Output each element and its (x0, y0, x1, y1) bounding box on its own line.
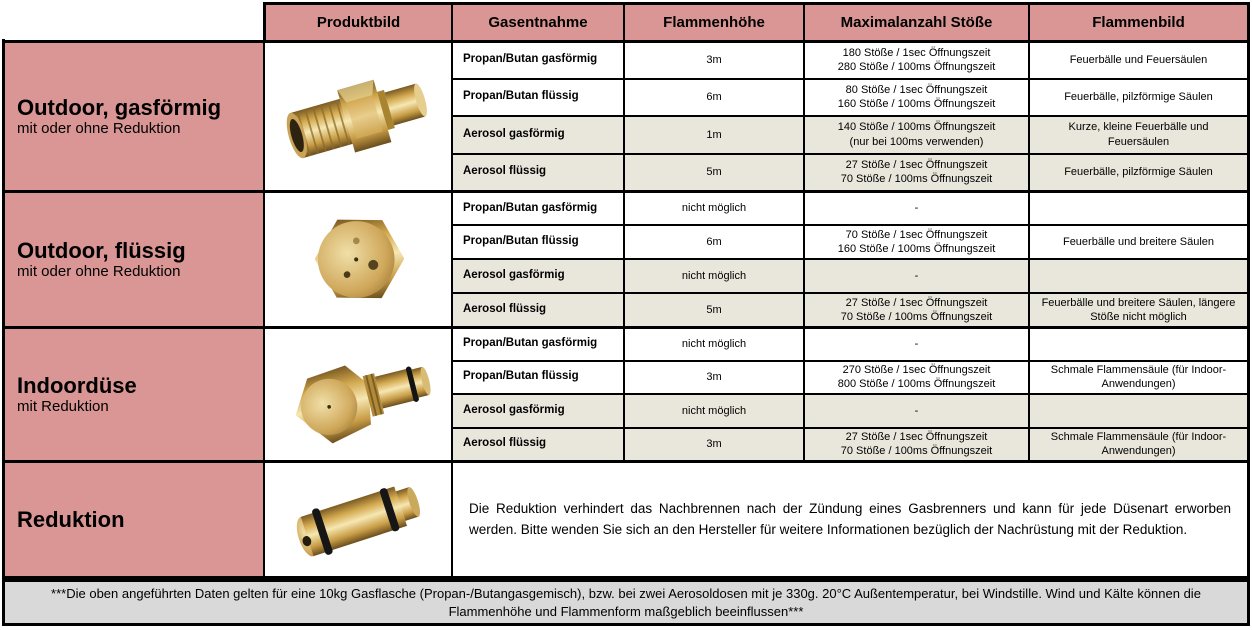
flame-height-cell: 3m (623, 427, 803, 461)
group-label-2 (5, 190, 263, 326)
group-subtitle: mit oder ohne Reduktion (17, 120, 181, 138)
max-shots-cell (803, 427, 1028, 461)
group-title: Indoordüse (17, 372, 137, 398)
max-shots-line: 70 Stöße / 1sec Öffnungszeit (845, 228, 988, 241)
flame-image-cell: Feuerbälle und Feuersäulen (1028, 40, 1247, 78)
max-shots-cell (803, 258, 1028, 292)
max-shots-cell (803, 224, 1028, 258)
flame-image-cell (1028, 393, 1247, 427)
max-shots-cell (803, 360, 1028, 394)
flame-height-cell: 3m (623, 40, 803, 78)
flame-image-cell: Feuerbälle und breitere Säulen, längere Stöße nicht möglich (1028, 292, 1247, 326)
flame-image-cell: Kurze, kleine Feuerbälle und Feuersäulen (1028, 115, 1247, 153)
flame-image-cell: Feuerbälle und breitere Säulen (1028, 224, 1247, 258)
flame-height-cell: 6m (623, 78, 803, 116)
outdoor-gas-nozzle-image (277, 58, 439, 176)
flame-height-cell: 3m (623, 360, 803, 394)
flame-height-cell: 5m (623, 153, 803, 191)
gas-type-cell: Propan/Butan gasförmig (451, 40, 623, 78)
group-title: Reduktion (17, 506, 125, 532)
gas-type-cell: Aerosol flüssig (451, 292, 623, 326)
max-shots-line: 27 Stöße / 1sec Öffnungszeit (845, 296, 988, 309)
flame-image-cell: Feuerbälle, pilzförmige Säulen (1028, 153, 1247, 191)
product-cell-2 (263, 190, 451, 326)
column-header-4: Maximalanzahl Stöße (803, 5, 1028, 40)
max-shots-cell (803, 393, 1028, 427)
max-shots-line: - (914, 404, 919, 417)
gas-type-cell: Aerosol gasförmig (451, 258, 623, 292)
group-subtitle: mit Reduktion (17, 398, 109, 416)
flame-height-cell: nicht möglich (623, 393, 803, 427)
max-shots-cell (803, 292, 1028, 326)
gas-type-cell: Propan/Butan gasförmig (451, 190, 623, 224)
flame-height-cell: 6m (623, 224, 803, 258)
gas-type-cell: Propan/Butan flüssig (451, 360, 623, 394)
max-shots-cell (803, 190, 1028, 224)
max-shots-cell (803, 153, 1028, 191)
column-header-5: Flammenbild (1028, 5, 1247, 40)
reduction-description-cell (451, 460, 1247, 576)
corner-mask (0, 0, 263, 39)
gas-type-cell: Propan/Butan gasförmig (451, 326, 623, 360)
spec-table (2, 2, 1250, 579)
max-shots-line: 70 Stöße / 100ms Öffnungszeit (840, 173, 993, 186)
footer-note-bar (2, 579, 1250, 626)
product-cell-4 (263, 460, 451, 576)
max-shots-cell (803, 40, 1028, 78)
max-shots-line: 27 Stöße / 1sec Öffnungszeit (845, 430, 988, 443)
column-header-1: Produktbild (263, 5, 451, 40)
max-shots-line: (nur bei 100ms verwenden) (849, 135, 984, 148)
reduction-description: Die Reduktion verhindert das Nachbrennen nach der Zündung eines Gasbrenners und kann für jede Düsenart erworben werden. Bitte wenden Sie sich an den Hersteller für weitere Informationen bezüglich der Nachrüstung mit der Reduktion. (469, 500, 1231, 537)
max-shots-cell (803, 326, 1028, 360)
max-shots-line: - (914, 269, 919, 282)
max-shots-cell (803, 78, 1028, 116)
gas-type-cell: Aerosol flüssig (451, 153, 623, 191)
column-header-2: Gasentnahme (451, 5, 623, 40)
product-cell-3 (263, 326, 451, 460)
max-shots-line: 280 Stöße / 100ms Öffnungszeit (837, 61, 996, 74)
gas-type-cell: Aerosol gasförmig (451, 393, 623, 427)
group-subtitle: mit oder ohne Reduktion (17, 263, 181, 281)
gas-type-cell: Aerosol flüssig (451, 427, 623, 461)
max-shots-line: 70 Stöße / 100ms Öffnungszeit (840, 311, 993, 323)
flame-image-cell (1028, 258, 1247, 292)
group-title: Outdoor, gasförmig (17, 94, 222, 120)
max-shots-line: 270 Stöße / 1sec Öffnungszeit (842, 363, 991, 376)
column-header-3: Flammenhöhe (623, 5, 803, 40)
flame-height-cell: 5m (623, 292, 803, 326)
outdoor-liquid-nozzle-image (283, 205, 433, 315)
max-shots-line: 140 Stöße / 100ms Öffnungszeit (837, 121, 996, 134)
max-shots-line: 27 Stöße / 1sec Öffnungszeit (845, 158, 988, 171)
flame-height-cell: 1m (623, 115, 803, 153)
flame-image-cell (1028, 190, 1247, 224)
flame-image-cell: Schmale Flammensäule (für Indoor-Anwendungen) (1028, 360, 1247, 394)
flame-height-cell: nicht möglich (623, 258, 803, 292)
max-shots-line: 180 Stöße / 1sec Öffnungszeit (842, 46, 991, 59)
max-shots-cell (803, 115, 1028, 153)
flame-image-cell (1028, 326, 1247, 360)
max-shots-line: 800 Stöße / 100ms Öffnungszeit (837, 378, 996, 391)
flame-height-cell: nicht möglich (623, 190, 803, 224)
max-shots-line: - (914, 202, 919, 215)
flame-image-cell: Schmale Flammensäule (für Indoor-Anwendungen) (1028, 427, 1247, 461)
max-shots-line: 160 Stöße / 100ms Öffnungszeit (837, 98, 996, 111)
max-shots-line: 80 Stöße / 1sec Öffnungszeit (845, 83, 988, 96)
group-label-1 (5, 40, 263, 190)
product-cell-1 (263, 40, 451, 190)
max-shots-line: 70 Stöße / 100ms Öffnungszeit (840, 445, 993, 458)
group-label-3 (5, 326, 263, 460)
max-shots-line: - (914, 338, 919, 351)
indoor-nozzle-image (274, 336, 442, 454)
reduction-insert-image (274, 464, 442, 576)
group-title: Outdoor, flüssig (17, 237, 186, 263)
gas-type-cell: Propan/Butan flüssig (451, 224, 623, 258)
max-shots-line: 160 Stöße / 100ms Öffnungszeit (837, 243, 996, 255)
flame-image-cell: Feuerbälle, pilzförmige Säulen (1028, 78, 1247, 116)
flame-height-cell: nicht möglich (623, 326, 803, 360)
footer-note-text: ***Die oben angeführten Daten gelten für eine 10kg Gasflasche (Propan-/Butangasgemisch), bzw. bei zwei Aerosoldosen mit je 330g. 20°C Außentemperatur, bei Windstille. Wind und Kälte können die Flammenhöhe und Flammenform maßgeblich beeinflussen*** (51, 585, 1201, 619)
group-label-4 (5, 460, 263, 576)
gas-type-cell: Propan/Butan flüssig (451, 78, 623, 116)
gas-type-cell: Aerosol gasförmig (451, 115, 623, 153)
